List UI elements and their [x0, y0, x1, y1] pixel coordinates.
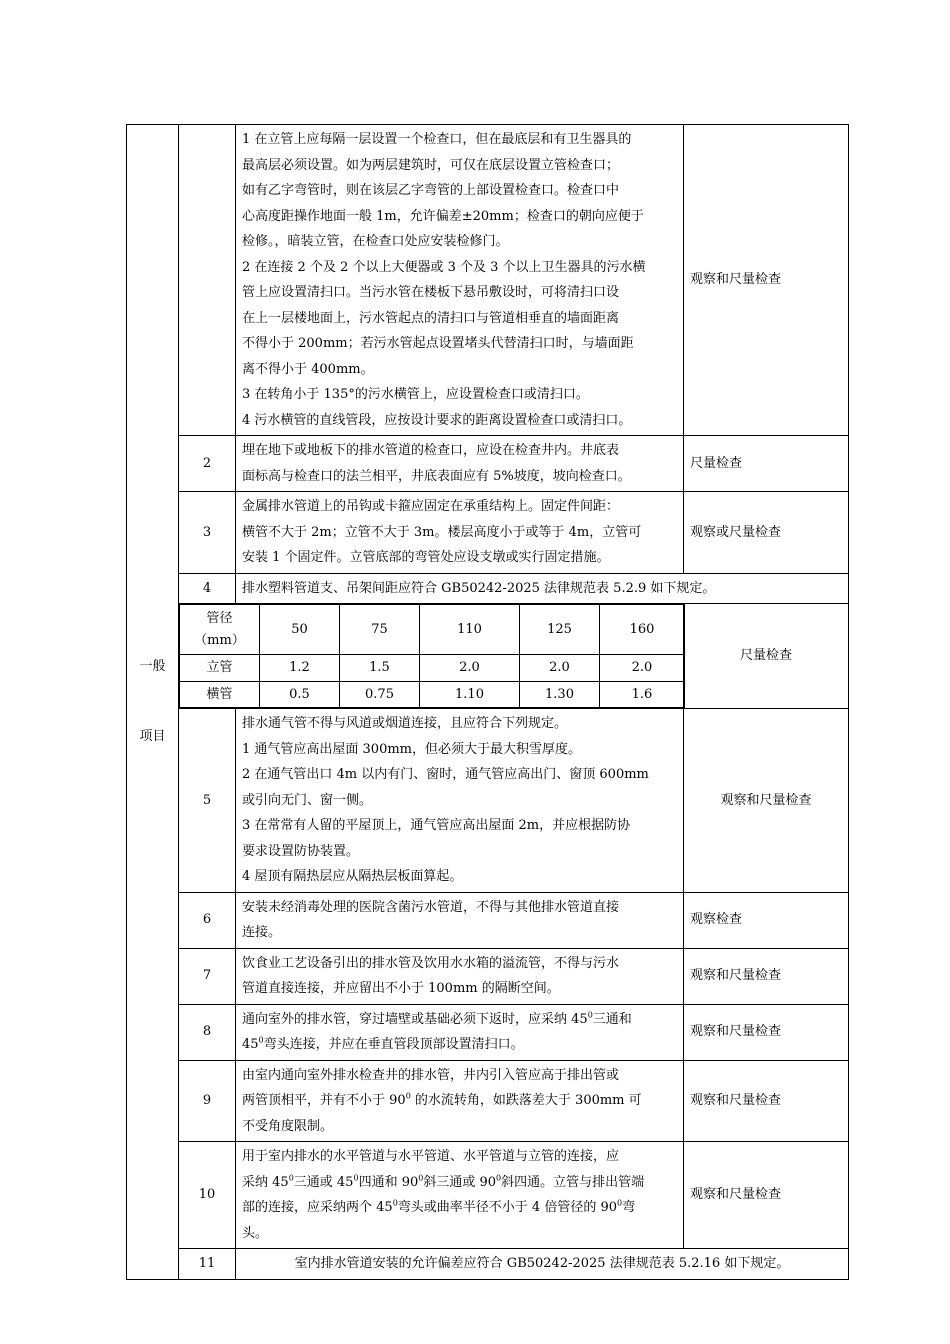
- spacing-cell: 1.5: [340, 655, 420, 682]
- spacing-cell: 1.30: [520, 681, 600, 708]
- spacing-cell: 2.0: [600, 655, 685, 682]
- table-row: [127, 709, 849, 893]
- requirement-text: 通向室外的排水管，穿过墙壁或基础必须下返时，应采纳 $45^0$三通和 $45^0$弯头连接，并应在垂直管段顶部设置清扫口。: [236, 1004, 684, 1060]
- inspection-method: 观察和尺量检查: [684, 948, 849, 1004]
- table-row: [127, 436, 849, 492]
- spacing-cell: 2.0: [420, 655, 520, 682]
- row-number: [179, 125, 236, 436]
- spacing-cell: 0.5: [260, 681, 340, 708]
- section-label-line2: 项目: [139, 728, 166, 744]
- inspection-method: 观察和尺量检查: [684, 1142, 849, 1249]
- inspection-table: [126, 124, 849, 1280]
- inspection-method: 尺量检查: [684, 436, 849, 492]
- spacing-cell: 1.2: [260, 655, 340, 682]
- requirement-text: 排水塑料管道支、吊架间距应符合 GB50242-2025 法律规范表 5.2.9 如下规定。: [236, 573, 849, 604]
- table-row: [127, 573, 849, 604]
- diameter-cell: 50: [260, 605, 340, 655]
- spacing-cell: 2.0: [520, 655, 600, 682]
- row-number: 4: [179, 573, 236, 604]
- table-row: [127, 1249, 849, 1280]
- diameter-cell: 110: [420, 605, 520, 655]
- horizontal-pipe-label: 横管: [180, 681, 260, 708]
- requirement-text: 由室内通向室外排水检查井的排水管，井内引入管应高于排出管或 两管顶相平，并有不小于 $90^0$ 的水流转角，如跌落差大于 300mm 可 不受角度限制。: [236, 1060, 684, 1142]
- inspection-method: 观察和尺量检查: [684, 709, 849, 893]
- table-row: [127, 1060, 849, 1142]
- row-number: 11: [179, 1249, 236, 1280]
- row-number: 7: [179, 948, 236, 1004]
- table-row: [127, 948, 849, 1004]
- pipe-spacing-table-cell: [179, 604, 684, 709]
- pipe-diameter-row: [180, 605, 685, 655]
- row-number: 9: [179, 1060, 236, 1142]
- requirement-text: 1 在立管上应每隔一层设置一个检查口，但在最底层和有卫生器具的 最高层必须设置。如为两层建筑时，可仅在底层设置立管检查口； 如有乙字弯管时，则在该层乙字弯管的上部设置检查口。检查口中 心高度距操作地面一般 1m，允许偏差±20mm；检查口的朝向应便于 检修。，暗装立管，在检查口处应安装检修门。 2 在连接 2 个及 2 个以上大便器或 3 个及 3 个以上卫生器具的污水横 管上应设置清扫口。当污水管在楼板下悬吊敷设时，可将清扫口设 在上一层楼地面上，污水管起点的清扫口与管道相垂直的墙面距离 不得小于 200mm；若污水管起点设置堵头代替清扫口时，与墙面距 离不得小于 400mm。 3 在转角小于 135°的污水横管上，应设置检查口或清扫口。 4 污水横管的直线管段，应按设计要求的距离设置检查口或清扫口。: [236, 125, 684, 436]
- inspection-method: 观察和尺量检查: [684, 1060, 849, 1142]
- section-label: [127, 125, 179, 1280]
- row-number: 10: [179, 1142, 236, 1249]
- row-number: 8: [179, 1004, 236, 1060]
- diameter-cell: 125: [520, 605, 600, 655]
- vertical-pipe-label: 立管: [180, 655, 260, 682]
- inspection-method: 尺量检查: [684, 604, 849, 709]
- section-label-line1: 一般: [139, 659, 166, 675]
- inspection-method: 观察和尺量检查: [684, 1004, 849, 1060]
- table-row: [127, 125, 849, 436]
- spacing-cell: 0.75: [340, 681, 420, 708]
- row-number: 6: [179, 892, 236, 948]
- table-row: [127, 492, 849, 574]
- requirement-text: 室内排水管道安装的允许偏差应符合 GB50242-2025 法律规范表 5.2.16 如下规定。: [236, 1249, 849, 1280]
- inspection-method: 观察或尺量检查: [684, 492, 849, 574]
- pipe-spacing-table: [179, 604, 685, 708]
- horizontal-pipe-row: [180, 681, 685, 708]
- vertical-pipe-row: [180, 655, 685, 682]
- pipe-diameter-header: 管径 （mm）: [180, 605, 260, 655]
- spacing-cell: 1.6: [600, 681, 685, 708]
- requirement-text: 排水通气管不得与风道或烟道连接，且应符合下列规定。 1 通气管应高出屋面 300mm，但必须大于最大积雪厚度。 2 在通气管出口 4m 以内有门、窗时，通气管应高出门、窗顶 600mm 或引向无门、窗一侧。 3 在常常有人留的平屋顶上，通气管应高出屋面 2m，并应根据防协 要求设置防协装置。 4 屋顶有隔热层应从隔热层板面算起。: [236, 709, 684, 893]
- row-number: 5: [179, 709, 236, 893]
- requirement-text: 用于室内排水的水平管道与水平管道、水平管道与立管的连接，应 采纳 $45^0$三通或 $45^0$四通和 $90^0$斜三通或 $90^0$斜四通。立管与排出管端 部的连接，应采纳两个 $45^0$弯头或曲率半径不小于 4 倍管径的 $90^0$弯 头。: [236, 1142, 684, 1249]
- requirement-text: 埋在地下或地板下的排水管道的检查口，应设在检查井内。井底表 面标高与检查口的法兰相平，井底表面应有 5%坡度，坡向检查口。: [236, 436, 684, 492]
- pipe-spacing-row: [127, 604, 849, 709]
- table-row: [127, 892, 849, 948]
- spacing-cell: 1.10: [420, 681, 520, 708]
- requirement-text: 饮食业工艺设备引出的排水管及饮用水水箱的溢流管，不得与污水 管道直接连接，并应留出不小于 100mm 的隔断空间。: [236, 948, 684, 1004]
- table-row: [127, 1142, 849, 1249]
- row-number: 2: [179, 436, 236, 492]
- inspection-method: 观察和尺量检查: [684, 125, 849, 436]
- table-row: [127, 1004, 849, 1060]
- diameter-cell: 160: [600, 605, 685, 655]
- requirement-text: 金属排水管道上的吊钩或卡箍应固定在承重结构上。固定件间距： 横管不大于 2m；立管不大于 3m。楼层高度小于或等于 4m，立管可 安装 1 个固定件。立管底部的弯管处应设支墩或实行固定措施。: [236, 492, 684, 574]
- row-number: 3: [179, 492, 236, 574]
- diameter-cell: 75: [340, 605, 420, 655]
- inspection-method: 观察检查: [684, 892, 849, 948]
- requirement-text: 安装未经消毒处理的医院含菌污水管道，不得与其他排水管道直接 连接。: [236, 892, 684, 948]
